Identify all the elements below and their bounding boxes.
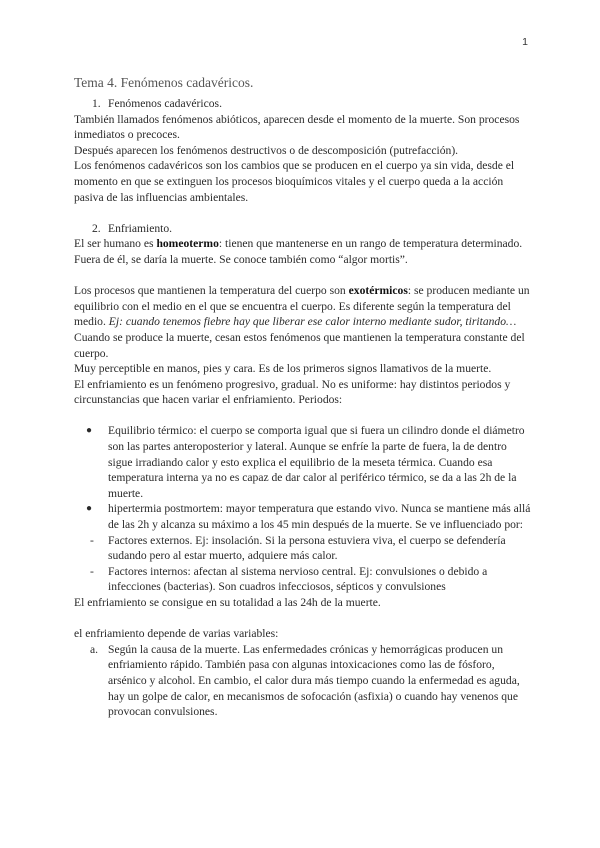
alpha-marker: a.	[90, 642, 99, 656]
bullet-icon: ●	[86, 425, 93, 437]
paragraph: el enfriamiento depende de varias variables:	[74, 627, 279, 641]
paragraph: También llamados fenómenos abióticos, aparecen desde el momento de la muerte. Son procesos inmediatos o precoces.	[74, 112, 520, 142]
list-item	[86, 423, 534, 501]
paragraph: Los fenómenos cadavéricos son los cambios que se producen en el cuerpo ya sin vida, desde el momento en que se extinguen los procesos bioquímicos vitales y el cuerpo queda a la acción pasiva de las influencias ambientales.	[74, 159, 515, 204]
bullet-icon: ●	[86, 503, 93, 515]
list-item	[86, 501, 534, 532]
list-item-text: Equilibrio térmico: el cuerpo se comporta igual que si fuera un cilindro donde el diámetro son las partes anteroposterior y lateral. Aunque se enfríe la parte de fuera, la de dentro sigue irradiando calor y esto explica el equilibrio de la meseta térmica. Cuando esa temperatura interna ya no es capaz de dar calor al periférico térmico, se da a las 2h de la muerte.	[108, 424, 525, 500]
list-item	[90, 564, 534, 595]
section-heading-text: Fenómenos cadavéricos.	[108, 97, 222, 110]
list-item	[90, 642, 534, 720]
section-number: 1.	[92, 97, 101, 110]
document-title: Tema 4. Fenómenos cadavéricos.	[74, 75, 254, 90]
dash-marker: -	[90, 564, 94, 578]
paragraph: Después aparecen los fenómenos destructivos o de descomposición (putrefacción).	[74, 143, 459, 157]
list-item-text: Factores externos. Ej: insolación. Si la persona estuviera viva, el cuerpo se defendería sudando pero al estar muerto, adquiere más calor.	[108, 533, 506, 563]
section-heading-2	[74, 221, 534, 237]
bold-term: exotérmicos	[348, 284, 408, 298]
paragraph: Cuando se produce la muerte, cesan estos fenómenos que mantienen la temperatura constante del cuerpo.	[74, 330, 525, 360]
italic-example: Ej: cuando tenemos fiebre hay que liberar ese calor interno mediante sudor, tiritando…	[108, 315, 517, 329]
list-item	[90, 533, 534, 564]
paragraph: Muy perceptible en manos, pies y cara. Es de los primeros signos llamativos de la muerte.	[74, 362, 492, 376]
section-heading-text: Enfriamiento.	[108, 221, 173, 235]
bold-term: homeotermo	[156, 237, 219, 251]
paragraph: Los procesos que mantienen la temperatura del cuerpo son exotérmicos: se producen mediante un equilibrio con el medio en el que se encuentra el cuerpo. Es diferente según la temperatura del medio. Ej: cuando tenemos fiebre hay que liberar ese calor interno mediante sudor, tiritando…	[74, 284, 530, 329]
list-item-text: Según la causa de la muerte. Las enfermedades crónicas y hemorrágicas producen un enfriamiento rápido. También pasa con algunas intoxicaciones como las de fósforo, arsénico y alcohol. En cambio, el calor dura más tiempo cuando la enfermedad es aguda, hay un golpe de calor, en mecanismos de sofocación (asfixia) o cuando hay venenos que provocan convulsiones.	[108, 642, 520, 719]
document-body	[74, 74, 534, 720]
dash-marker: -	[90, 533, 94, 547]
paragraph: El enfriamiento se consigue en su totalidad a las 24h de la muerte.	[74, 596, 381, 609]
list-item-text: hipertermia postmortem: mayor temperatura que estando vivo. Nunca se mantiene más allá de las 2h y alcanza su máximo a los 45 min después de la muerte. Se ve influenciado por:	[108, 502, 531, 532]
paragraph: El enfriamiento es un fenómeno progresivo, gradual. No es uniforme: hay distintos periodos y circunstancias que hacen variar el enfriamiento. Periodos:	[74, 377, 511, 407]
page-number: 1	[522, 36, 528, 48]
section-number: 2.	[92, 221, 101, 235]
list-item-text: Factores internos: afectan al sistema nervioso central. Ej: convulsiones o debido a infecciones (bacterias). Son cuadros infecciosos, sépticos y convulsiones	[108, 564, 488, 594]
paragraph: El ser humano es homeotermo: tienen que mantenerse en un rango de temperatura determinado. Fuera de él, se daría la muerte. Se conoce también como “algor mortis”.	[74, 237, 523, 266]
section-heading-1	[74, 96, 534, 112]
